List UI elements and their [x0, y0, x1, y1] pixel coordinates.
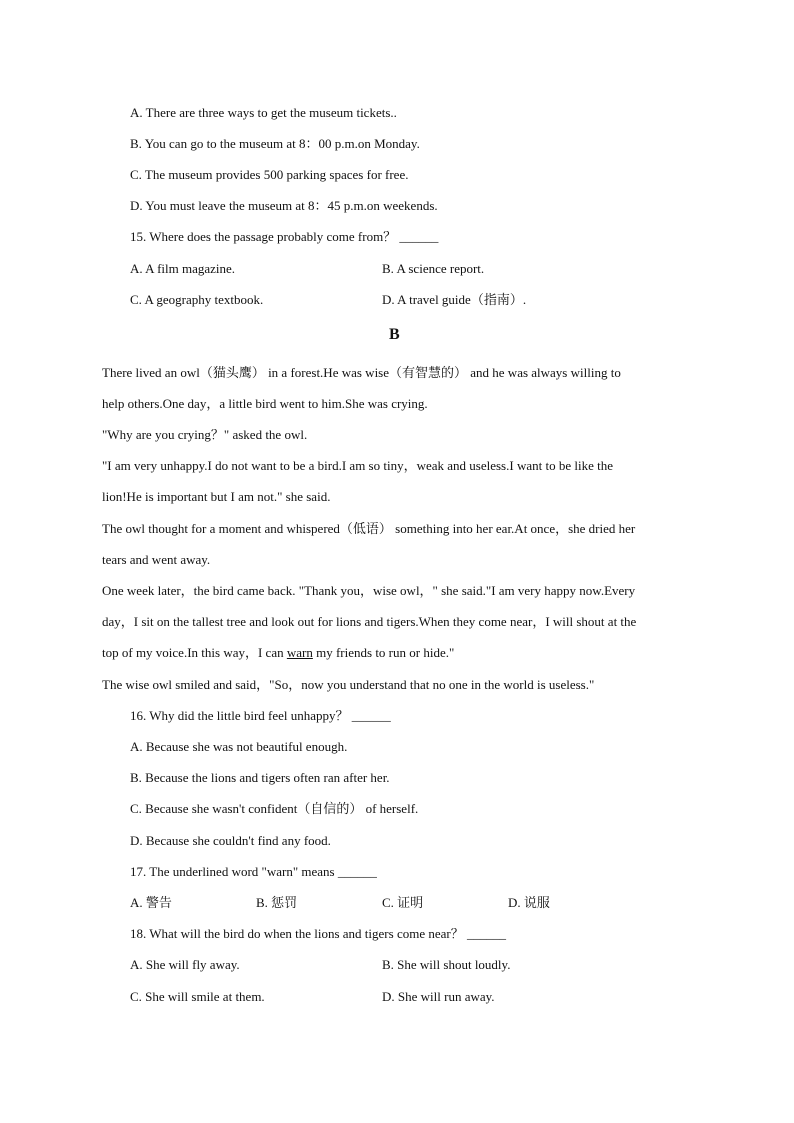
section-heading: B — [389, 326, 400, 343]
q15-option-c: C. A geography textbook. — [130, 292, 264, 307]
passage-line: One week later，the bird came back. "Thank you，wise owl，" she said."I am very happy now.Every — [102, 583, 636, 598]
q17-option-d: D. 说服 — [508, 895, 550, 910]
q18-option-d: D. She will run away. — [382, 989, 495, 1004]
passage-line: There lived an owl（猫头鹰） in a forest.He was wise（有智慧的） and he was always willing to — [102, 365, 621, 380]
q14-option-a: A. There are three ways to get the museum tickets.. — [130, 105, 397, 120]
q18-question: 18. What will the bird do when the lions and tigers come near？ ______ — [130, 926, 506, 941]
q16-option-d: D. Because she couldn't find any food. — [130, 833, 331, 848]
q16-option-b: B. Because the lions and tigers often ran after her. — [130, 770, 390, 785]
q14-option-b: B. You can go to the museum at 8：00 p.m.on Monday. — [130, 136, 420, 151]
q15-option-a: A. A film magazine. — [130, 261, 236, 276]
q17-option-a: A. 警告 — [130, 895, 172, 910]
q16-option-a: A. Because she was not beautiful enough. — [130, 739, 348, 754]
q16-question: 16. Why did the little bird feel unhappy？ ______ — [130, 708, 391, 723]
q15-option-b: B. A science report. — [382, 261, 485, 276]
q18-option-b: B. She will shout loudly. — [382, 957, 511, 972]
passage-line: "I am very unhappy.I do not want to be a bird.I am so tiny，weak and useless.I want to be like the — [102, 458, 613, 473]
passage-line — [102, 645, 454, 661]
underlined-word: warn — [286, 645, 313, 660]
passage-line: lion!He is important but I am not." she said. — [102, 489, 331, 504]
q14-option-d: D. You must leave the museum at 8：45 p.m.on weekends. — [130, 198, 438, 213]
passage-line: The wise owl smiled and said，"So，now you understand that no one in the world is useless." — [102, 677, 595, 692]
passage-line: help others.One day，a little bird went to him.She was crying. — [102, 396, 428, 411]
passage-text: my friends to run or hide." — [312, 645, 455, 660]
q17-question: 17. The underlined word "warn" means ______ — [130, 864, 377, 879]
passage-line: The owl thought for a moment and whispered（低语） something into her ear.At once，she dried her — [102, 521, 636, 536]
q18-option-a: A. She will fly away. — [130, 957, 240, 972]
q17-option-b: B. 惩罚 — [256, 895, 298, 910]
q18-option-c: C. She will smile at them. — [130, 989, 265, 1004]
q14-option-c: C. The museum provides 500 parking spaces for free. — [130, 167, 409, 182]
q15-question: 15. Where does the passage probably come from？ ______ — [130, 229, 439, 244]
q17-option-c: C. 证明 — [382, 895, 424, 910]
q15-option-d: D. A travel guide（指南）. — [382, 292, 527, 307]
passage-line: tears and went away. — [102, 552, 211, 567]
passage-text: top of my voice.In this way，I can — [102, 645, 287, 660]
q16-option-c: C. Because she wasn't confident（自信的） of herself. — [130, 801, 419, 816]
passage-line: "Why are you crying？" asked the owl. — [102, 427, 308, 442]
passage-line: day，I sit on the tallest tree and look out for lions and tigers.When they come near，I will shout at the — [102, 614, 637, 629]
